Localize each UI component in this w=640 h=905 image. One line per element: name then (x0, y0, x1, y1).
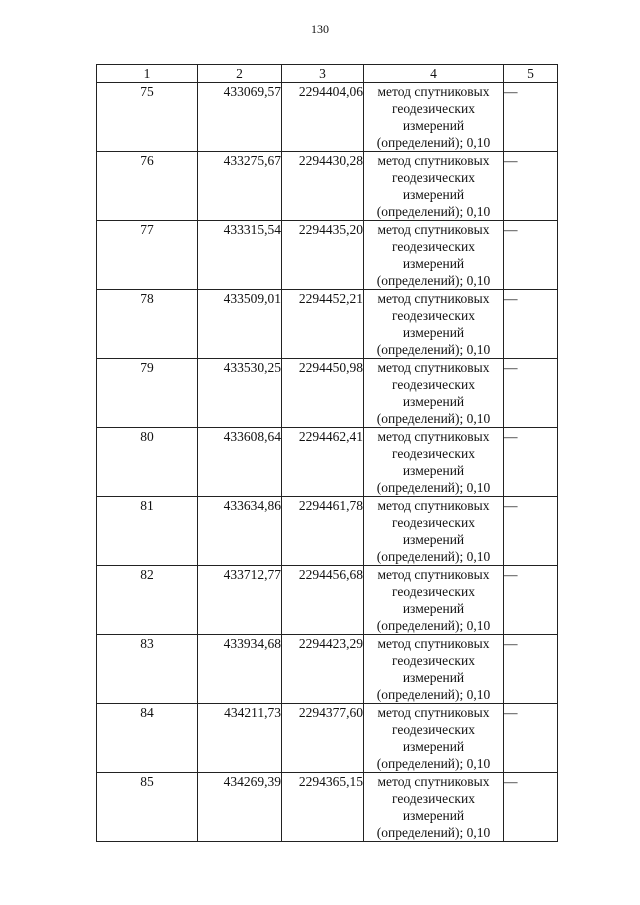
x-coordinate-cell: 434211,73 (198, 704, 282, 773)
note-cell: — (504, 497, 558, 566)
method-text-line: геодезических (392, 584, 475, 599)
y-coordinate-cell: 2294456,68 (282, 566, 364, 635)
point-number-cell: 80 (97, 428, 198, 497)
method-cell (364, 497, 504, 566)
method-text-line: измерений (402, 118, 465, 133)
header-row (97, 65, 558, 83)
point-number-cell: 82 (97, 566, 198, 635)
method-text-line: (определений); 0,10 (376, 204, 491, 219)
header-col-3: 3 (282, 65, 364, 83)
point-number-cell: 78 (97, 290, 198, 359)
y-coordinate-cell: 2294450,98 (282, 359, 364, 428)
point-number-cell: 85 (97, 773, 198, 842)
method-text-line: метод спутниковых (377, 498, 490, 513)
table-body (97, 83, 558, 842)
note-cell: — (504, 428, 558, 497)
y-coordinate-cell: 2294461,78 (282, 497, 364, 566)
method-text-line: (определений); 0,10 (376, 549, 491, 564)
method-text-line: измерений (402, 325, 465, 340)
method-text-line: геодезических (392, 722, 475, 737)
note-cell: — (504, 704, 558, 773)
method-text-line: метод спутниковых (377, 774, 490, 789)
method-text-line: измерений (402, 187, 465, 202)
point-number-cell: 79 (97, 359, 198, 428)
method-cell (364, 773, 504, 842)
method-text-line: (определений); 0,10 (376, 135, 491, 150)
y-coordinate-cell: 2294435,20 (282, 221, 364, 290)
method-text-line: измерений (402, 394, 465, 409)
table-row (97, 566, 558, 635)
method-text-line: измерений (402, 670, 465, 685)
x-coordinate-cell: 433608,64 (198, 428, 282, 497)
point-number-cell: 84 (97, 704, 198, 773)
header-col-4: 4 (364, 65, 504, 83)
table-row (97, 152, 558, 221)
header-col-2: 2 (198, 65, 282, 83)
note-cell: — (504, 221, 558, 290)
method-text-line: (определений); 0,10 (376, 273, 491, 288)
point-number-cell: 76 (97, 152, 198, 221)
note-cell: — (504, 635, 558, 704)
x-coordinate-cell: 433530,25 (198, 359, 282, 428)
y-coordinate-cell: 2294404,06 (282, 83, 364, 152)
method-text-line: геодезических (392, 239, 475, 254)
method-cell (364, 221, 504, 290)
method-text-line: (определений); 0,10 (376, 618, 491, 633)
note-cell: — (504, 566, 558, 635)
method-text-line: (определений); 0,10 (376, 480, 491, 495)
method-text-line: измерений (402, 463, 465, 478)
table-row (97, 83, 558, 152)
method-text-line: (определений); 0,10 (376, 687, 491, 702)
method-text-line: геодезических (392, 101, 475, 116)
method-text-line: измерений (402, 601, 465, 616)
x-coordinate-cell: 434269,39 (198, 773, 282, 842)
method-text-line: (определений); 0,10 (376, 756, 491, 771)
note-cell: — (504, 773, 558, 842)
method-text-line: метод спутниковых (377, 84, 490, 99)
method-text-line: геодезических (392, 377, 475, 392)
page-number: 130 (311, 22, 329, 36)
header-col-5: 5 (504, 65, 558, 83)
table-row (97, 773, 558, 842)
method-text-line: (определений); 0,10 (376, 342, 491, 357)
y-coordinate-cell: 2294365,15 (282, 773, 364, 842)
x-coordinate-cell: 433509,01 (198, 290, 282, 359)
point-number-cell: 75 (97, 83, 198, 152)
table-row (97, 428, 558, 497)
y-coordinate-cell: 2294423,29 (282, 635, 364, 704)
method-text-line: измерений (402, 808, 465, 823)
table-row (97, 290, 558, 359)
table-header (97, 65, 558, 83)
method-text-line: геодезических (392, 791, 475, 806)
method-text-line: измерений (402, 739, 465, 754)
method-text-line: геодезических (392, 308, 475, 323)
table-row (97, 704, 558, 773)
method-text-line: (определений); 0,10 (376, 411, 491, 426)
method-cell (364, 152, 504, 221)
method-text-line: геодезических (392, 653, 475, 668)
method-text-line: измерений (402, 256, 465, 271)
coordinates-table (96, 64, 558, 842)
table-row (97, 635, 558, 704)
method-cell (364, 428, 504, 497)
table-row (97, 497, 558, 566)
method-cell (364, 704, 504, 773)
x-coordinate-cell: 433069,57 (198, 83, 282, 152)
method-cell (364, 635, 504, 704)
method-text-line: геодезических (392, 170, 475, 185)
x-coordinate-cell: 433934,68 (198, 635, 282, 704)
note-cell: — (504, 359, 558, 428)
method-text-line: (определений); 0,10 (376, 825, 491, 840)
table-row (97, 221, 558, 290)
y-coordinate-cell: 2294462,41 (282, 428, 364, 497)
method-cell (364, 359, 504, 428)
x-coordinate-cell: 433315,54 (198, 221, 282, 290)
method-text-line: метод спутниковых (377, 429, 490, 444)
point-number-cell: 81 (97, 497, 198, 566)
method-text-line: измерений (402, 532, 465, 547)
method-text-line: метод спутниковых (377, 567, 490, 582)
method-text-line: метод спутниковых (377, 222, 490, 237)
method-text-line: метод спутниковых (377, 705, 490, 720)
table-row (97, 359, 558, 428)
method-cell (364, 566, 504, 635)
method-text-line: метод спутниковых (377, 360, 490, 375)
note-cell: — (504, 152, 558, 221)
header-col-1: 1 (97, 65, 198, 83)
note-cell: — (504, 290, 558, 359)
point-number-cell: 77 (97, 221, 198, 290)
method-text-line: метод спутниковых (377, 636, 490, 651)
y-coordinate-cell: 2294377,60 (282, 704, 364, 773)
y-coordinate-cell: 2294452,21 (282, 290, 364, 359)
x-coordinate-cell: 433275,67 (198, 152, 282, 221)
method-text-line: метод спутниковых (377, 153, 490, 168)
x-coordinate-cell: 433634,86 (198, 497, 282, 566)
method-text-line: геодезических (392, 515, 475, 530)
note-cell: — (504, 83, 558, 152)
y-coordinate-cell: 2294430,28 (282, 152, 364, 221)
method-cell (364, 83, 504, 152)
method-cell (364, 290, 504, 359)
method-text-line: геодезических (392, 446, 475, 461)
x-coordinate-cell: 433712,77 (198, 566, 282, 635)
method-text-line: метод спутниковых (377, 291, 490, 306)
point-number-cell: 83 (97, 635, 198, 704)
